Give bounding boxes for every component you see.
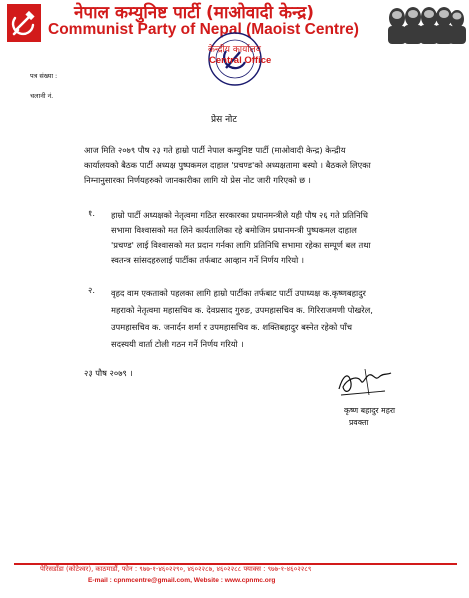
party-name-english: Communist Party of Nepal (Maoist Centre) [48,21,359,38]
item-number: १. [88,208,95,218]
intro-line: कार्यालयको बैठक पार्टी अध्यक्ष पुष्पकमल दाहाल 'प्रचण्ड'को अध्यक्षतामा बस्यो । बैठकले लिएका [84,160,371,170]
letter-number-label: पत्र संख्या : [30,72,58,80]
decision-item [111,208,409,268]
leaders-portrait-image [386,2,466,44]
decision-item [111,285,409,353]
signatory-name: कृष्ण बहादुर महरा [344,406,396,415]
office-name-nepali: केन्द्रीय कार्यालय [208,45,262,55]
document-title: प्रेस नोट [211,115,237,125]
item-line: स्वतन्त्र सांसदहरुलाई पार्टीका तर्फबाट आव्हान गर्ने निर्णय गरियो । [111,255,305,265]
intro-line: आज मिति २०७९ पौष २३ गते हाम्रो पार्टी नेपाल कम्युनिष्ट पार्टी (माओवादी केन्द्र) केन्द्रीय [84,145,346,155]
item-line: महराको नेतृत्वमा महासचिव क. देवप्रसाद गुरुङ, उपमहासचिव क. गिरिराजमणी पोखरेल, [111,305,373,315]
item-line: 'प्रचण्ड' लाई विश्वासको मत प्रदान गर्नका लागि प्रतिनिधि सभामा रहेका सम्पूर्ण बल तथा [111,240,371,250]
item-line: सभामा विश्वासको मत लिने कार्यतालिका रहे बमोजिम प्रधानमन्त्री पुष्पकमल दाहाल [111,225,357,235]
item-number: २. [88,285,95,295]
party-name-nepali: नेपाल कम्युनिष्ट पार्टी (माओवादी केन्द्र) [74,3,315,23]
signatory-designation: प्रवक्ता [349,418,369,427]
intro-paragraph [84,143,409,188]
document-date: २३ पौष २०७९ । [84,368,133,378]
office-name-english: Central Office [209,55,272,66]
item-line: उपमहासचिव क. जनार्दन शर्मा र उपमहासचिव क. शक्तिबहादुर बस्नेत रहेको पाँच [111,322,353,332]
item-line: सदस्ययी वार्ता टोली गठन गर्ने निर्णय गरियो । [111,339,244,349]
handwritten-signature [335,365,395,399]
item-line: वृहद वाम एकताको पहलका लागि हाम्रो पार्टीका तर्फबाट पार्टी उपाध्यक्ष क.कृष्णबहादुर [111,288,366,298]
footer-contact: E-mail : cpnmcentre@gmail.com, Website : www.cpnmc.org [88,577,276,584]
party-flag-logo [7,4,41,42]
dispatch-number-label: चलानी नं. [30,92,54,100]
item-line: हाम्रो पार्टी अध्यक्षको नेतृत्वमा गठित सरकारका प्रधानमन्त्रीले यही पौष २६ गते प्रतिनिधि [111,210,368,220]
footer-address: पेरिसडाँडा (कोटेश्वर), काठमाडौं, फोन : ९७७-१-४६०२२९०, ४६०२२८७, ४६०२२८८ फ्याक्स : ९७७-१-४६०२२८९ [40,565,312,573]
intro-line: निम्नानुसारका निर्णयहरुको जानकारीका लागि यो प्रेस नोट जारी गरिएको छ । [84,175,311,185]
